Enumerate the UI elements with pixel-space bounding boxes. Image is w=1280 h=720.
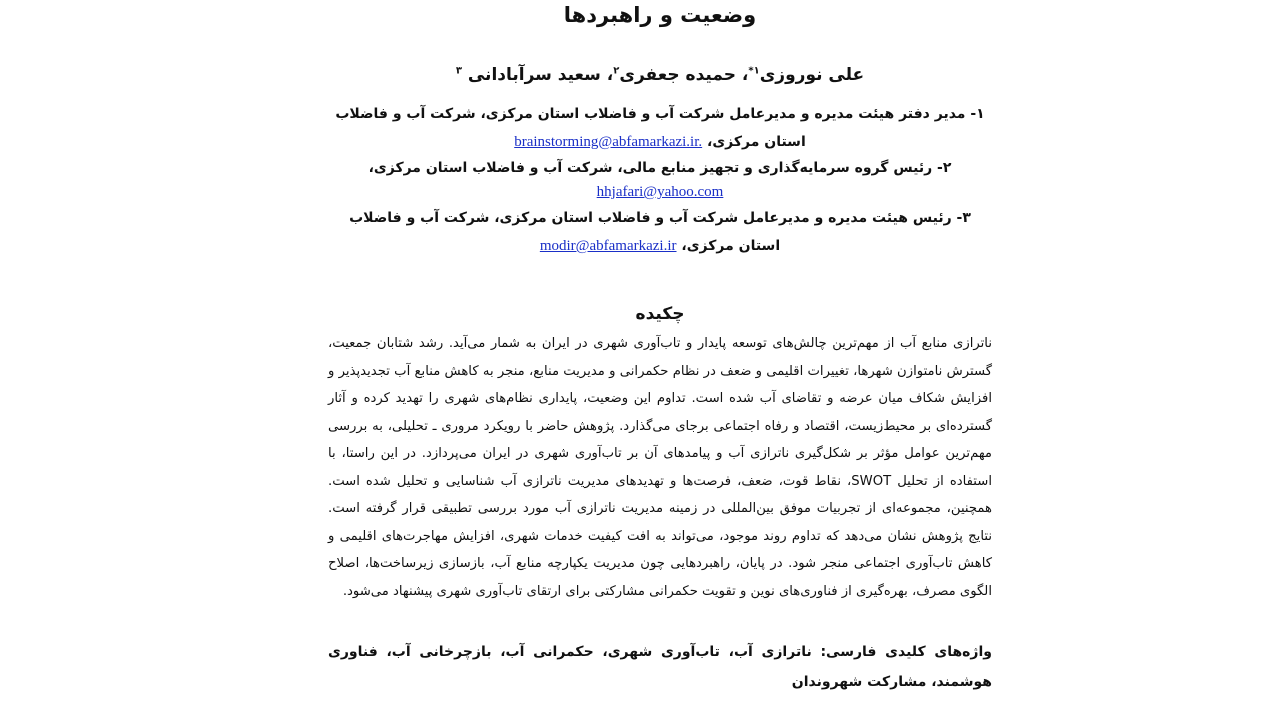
affiliation-item [328, 204, 992, 260]
keywords-list: ناترازی آب، تاب‌آوری شهری، حکمرانی آب، بازچرخانی آب، فناوری هوشمند، مشارکت شهروندان [328, 644, 992, 690]
author-affiliation-mark: ۳ [455, 65, 462, 77]
affiliation-text: ۱- مدیر دفتر هیئت مدیره و مدیرعامل شرکت آب و فاضلاب استان مرکزی، شرکت آب و فاضلاب استان مرکزی، [335, 106, 985, 150]
affiliation-email-link[interactable]: hhjafari@yahoo.com [596, 184, 724, 200]
keywords-paragraph [328, 637, 992, 697]
author-name: علی نوروزی [759, 65, 865, 85]
author-name: حمیده جعفری [619, 65, 736, 85]
affiliation-item [328, 156, 992, 204]
author-separator: ، [735, 65, 749, 85]
author-list [328, 60, 992, 90]
author-name: سعید سرآبادانی [467, 65, 601, 85]
abstract-heading: چکیده [635, 304, 685, 324]
affiliation-item [328, 100, 992, 156]
affiliation-email-link[interactable]: brainstorming@abfamarkazi.ir. [514, 134, 703, 150]
abstract-text: ناترازی منابع آب از مهم‌ترین چالش‌های توسعه پایدار و تاب‌آوری شهری در ایران به شمار می‌آید. رشد شتابان جمعیت، گسترش نامتوازن شهرها، تغییرات اقلیمی و ضعف در نظام حکمرانی و مدیریت منابع، منجر به کاهش منابع آب تجدیدپذیر و افزایش شکاف میان عرضه و تقاضای آب شده است. تداوم این وضعیت، پایداری نظام‌های شهری را تهدید کرده و آثار گسترده‌ای بر محیط‌زیست، اقتصاد و رفاه اجتماعی برجای می‌گذارد. پژوهش حاضر با رویکرد مروری ـ تحلیلی، به بررسی مهم‌ترین عوامل مؤثر بر شکل‌گیری ناترازی آب و پیامدهای آن بر تاب‌آوری شهری در ایران می‌پردازد. در این راستا، با استفاده از تحلیل SWOT، نقاط قوت، ضعف، فرصت‌ها و تهدیدهای مدیریت ناترازی آب شناسایی و تحلیل شده است. همچنین، مجموعه‌ای از تجربیات موفق بین‌المللی در زمینه مدیریت ناترازی آب مورد بررسی تطبیقی قرار گرفته است. نتایج پژوهش نشان می‌دهد که تداوم روند موجود، می‌تواند به افت کیفیت خدمات شهری، افزایش مهاجرت‌های اقلیمی و کاهش تاب‌آوری اجتماعی منجر شود. در پایان، راهبردهایی چون مدیریت یکپارچه منابع آب، بازسازی زیرساخت‌ها، اصلاح الگوی مصرف، بهره‌گیری از فناوری‌های نوین و تقویت حکمرانی مشارکتی برای ارتقای تاب‌آوری شهری پیشنهاد می‌شود. [328, 336, 992, 599]
paper-page [328, 0, 992, 720]
author-affiliation-mark: ۱* [748, 65, 760, 77]
paper-title: وضعیت و راهبردها [563, 3, 757, 27]
keywords-label: واژه‌های کلیدی فارسی: [820, 644, 992, 660]
affiliation-email-link[interactable]: modir@abfamarkazi.ir [539, 238, 677, 254]
author-affiliation-mark: ۲ [613, 65, 620, 77]
affiliation-text: ۲- رئیس گروه سرمایه‌گذاری و تجهیز منابع مالی، شرکت آب و فاضلاب استان مرکزی، [368, 160, 952, 176]
affiliations [328, 100, 992, 260]
author-separator: ، [600, 65, 614, 85]
affiliation-text: ۳- رئیس هیئت مدیره و مدیرعامل شرکت آب و فاضلاب استان مرکزی، شرکت آب و فاضلاب استان مرکزی، [349, 210, 971, 254]
